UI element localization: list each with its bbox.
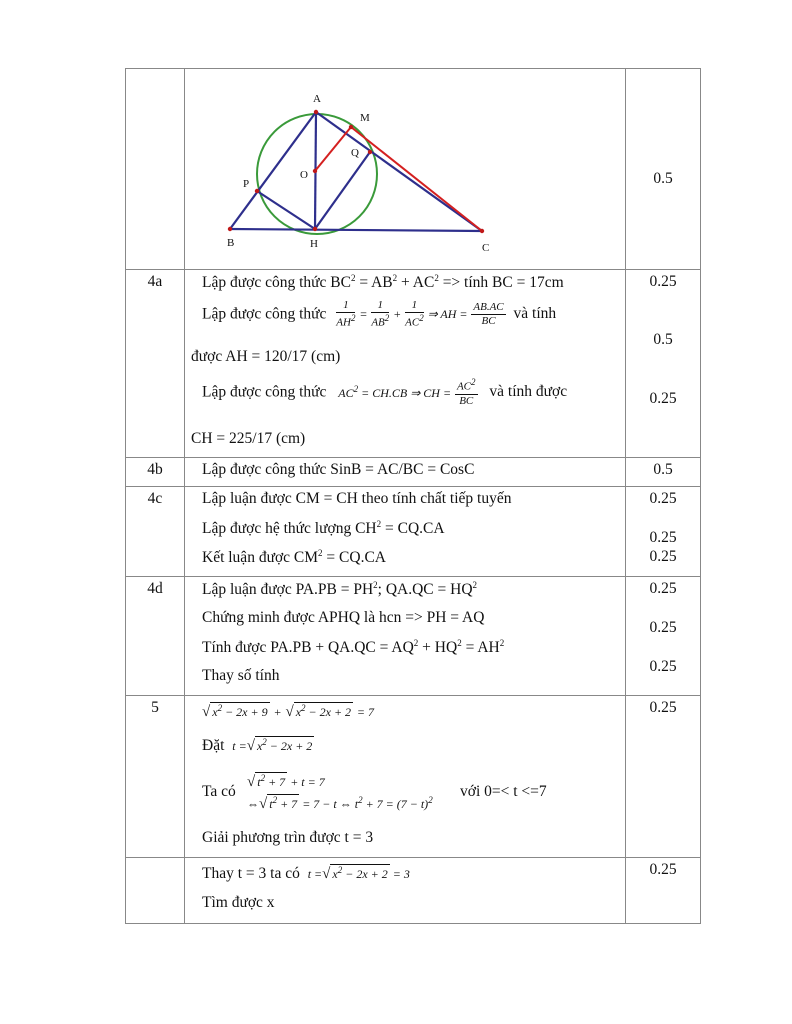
text-line: với 0=< t <=7 xyxy=(460,783,547,800)
row-label-cell xyxy=(126,487,185,577)
row-label: 4c xyxy=(147,490,163,507)
segment-hq xyxy=(315,152,370,229)
text-line: Tính được $PA.PB + QA.QC = AQ^2 + HQ^2 = AH^2$ xyxy=(202,638,505,657)
text-line: Lập được công thức $BC^2 = AB^2 + AC^2$ => tính BC = 17cm xyxy=(202,273,564,292)
geometry-figure xyxy=(220,79,520,269)
score: 0.25 xyxy=(649,619,677,636)
point-label: P xyxy=(243,178,250,190)
score: 0.25 xyxy=(649,658,677,675)
segment-bc xyxy=(230,229,482,231)
score-cell xyxy=(626,458,701,487)
score-cell xyxy=(626,696,701,858)
score: 0.25 xyxy=(649,580,677,597)
text-line: được AH = 120/17 (cm) xyxy=(191,348,341,365)
point-label: C xyxy=(482,242,490,254)
row-label: 4b xyxy=(147,461,163,478)
segment-ac xyxy=(316,112,482,231)
text-line: Thay t = 3 ta có t =√ $x^2 - 2x + 2 = 3$ xyxy=(202,865,410,882)
score: 0.25 xyxy=(649,548,677,565)
score: 0.25 xyxy=(649,699,677,716)
point-label: H xyxy=(310,238,318,250)
table-row xyxy=(126,487,701,577)
point-label: A xyxy=(313,93,321,105)
equation-line: √ $t^2 + 7 + t = 7$ xyxy=(247,773,325,790)
score: 0.25 xyxy=(649,861,677,878)
point-label: M xyxy=(360,112,370,124)
row-label-cell xyxy=(126,69,185,270)
segment-mc xyxy=(351,127,482,231)
table-row xyxy=(126,270,701,458)
row-label-cell xyxy=(126,696,185,858)
row-label: 5 xyxy=(151,699,159,716)
score-cell xyxy=(626,577,701,696)
content-cell xyxy=(185,270,626,458)
row-label-cell xyxy=(126,270,185,458)
row-label-cell xyxy=(126,577,185,696)
text-line: Lập được hệ thức lượng $CH^2 = CQ.CA$ xyxy=(202,519,445,538)
text-line: Ta có xyxy=(202,783,236,800)
score: 0.25 xyxy=(649,490,677,507)
table-row xyxy=(126,458,701,487)
point-label: B xyxy=(227,237,235,249)
table-row xyxy=(126,577,701,696)
text-line: Lập luận được CM = CH theo tính chất tiếp tuyến xyxy=(202,490,512,507)
text-line: Lập được công thức SinB = AC/BC = CosC xyxy=(202,461,475,478)
answer-table xyxy=(125,68,701,924)
equation-line: ⇔√ $t^2 + 7 = 7 - t$ ⇔ $t^2 + 7 = (7 - t)^2$ xyxy=(247,795,433,812)
score-cell xyxy=(626,270,701,458)
text-line: Kết luận được $CM^2 = CQ.CA$ xyxy=(202,548,386,567)
score-cell xyxy=(626,69,701,270)
segment-ph xyxy=(257,191,315,229)
segment-om xyxy=(315,127,351,171)
text-line: Lập luận được $PA.PB = PH^2$; $QA.QC = HQ^2$ xyxy=(202,580,478,599)
table-row xyxy=(126,858,701,924)
table-row xyxy=(126,69,701,270)
score: 0.5 xyxy=(653,170,673,187)
score: 0.25 xyxy=(649,529,677,546)
text-line: Chứng minh được APHQ là hcn => PH = AQ xyxy=(202,609,485,626)
text-line: Giải phương trìn được t = 3 xyxy=(202,829,374,846)
score: 0.5 xyxy=(653,331,673,348)
text-line: CH = 225/17 (cm) xyxy=(191,430,306,447)
score: 0.25 xyxy=(649,273,677,290)
row-label-cell xyxy=(126,858,185,924)
content-cell xyxy=(185,487,626,577)
score-cell xyxy=(626,487,701,577)
row-label: 4d xyxy=(147,580,163,597)
score: 0.5 xyxy=(653,461,673,478)
text-line: Lập được công thức $\frac{1}{AH^2}$ = $\frac{1}{AB^2}$ + $\frac{1}{AC^2}$ ⇒ AH = $\frac{AB.AC}{BC}$ và tính xyxy=(202,299,557,329)
text-line: Lập được công thức $AC^2 = CH.CB$ ⇒ CH = $\frac{AC^2}{BC}$ và tính được xyxy=(202,377,568,407)
score-cell xyxy=(626,858,701,924)
content-cell xyxy=(185,69,626,270)
content-cell xyxy=(185,458,626,487)
content-cell xyxy=(185,577,626,696)
text-line: Đặt t =√ $x^2 - 2x + 2$ xyxy=(202,737,313,754)
row-label: 4a xyxy=(147,273,163,290)
content-cell xyxy=(185,696,626,858)
row-label-cell xyxy=(126,458,185,487)
circle-o xyxy=(257,114,377,234)
text-line: Tìm được x xyxy=(202,894,275,911)
table-row xyxy=(126,696,701,858)
point-label: O xyxy=(300,169,308,181)
content-cell xyxy=(185,858,626,924)
score: 0.25 xyxy=(649,390,677,407)
equation-line: √ $x^2 - 2x + 9$ + √ $x^2 - 2x + 2 = 7$ xyxy=(202,703,375,720)
point-label: Q xyxy=(351,147,359,159)
text-line: Thay số tính xyxy=(202,667,280,684)
